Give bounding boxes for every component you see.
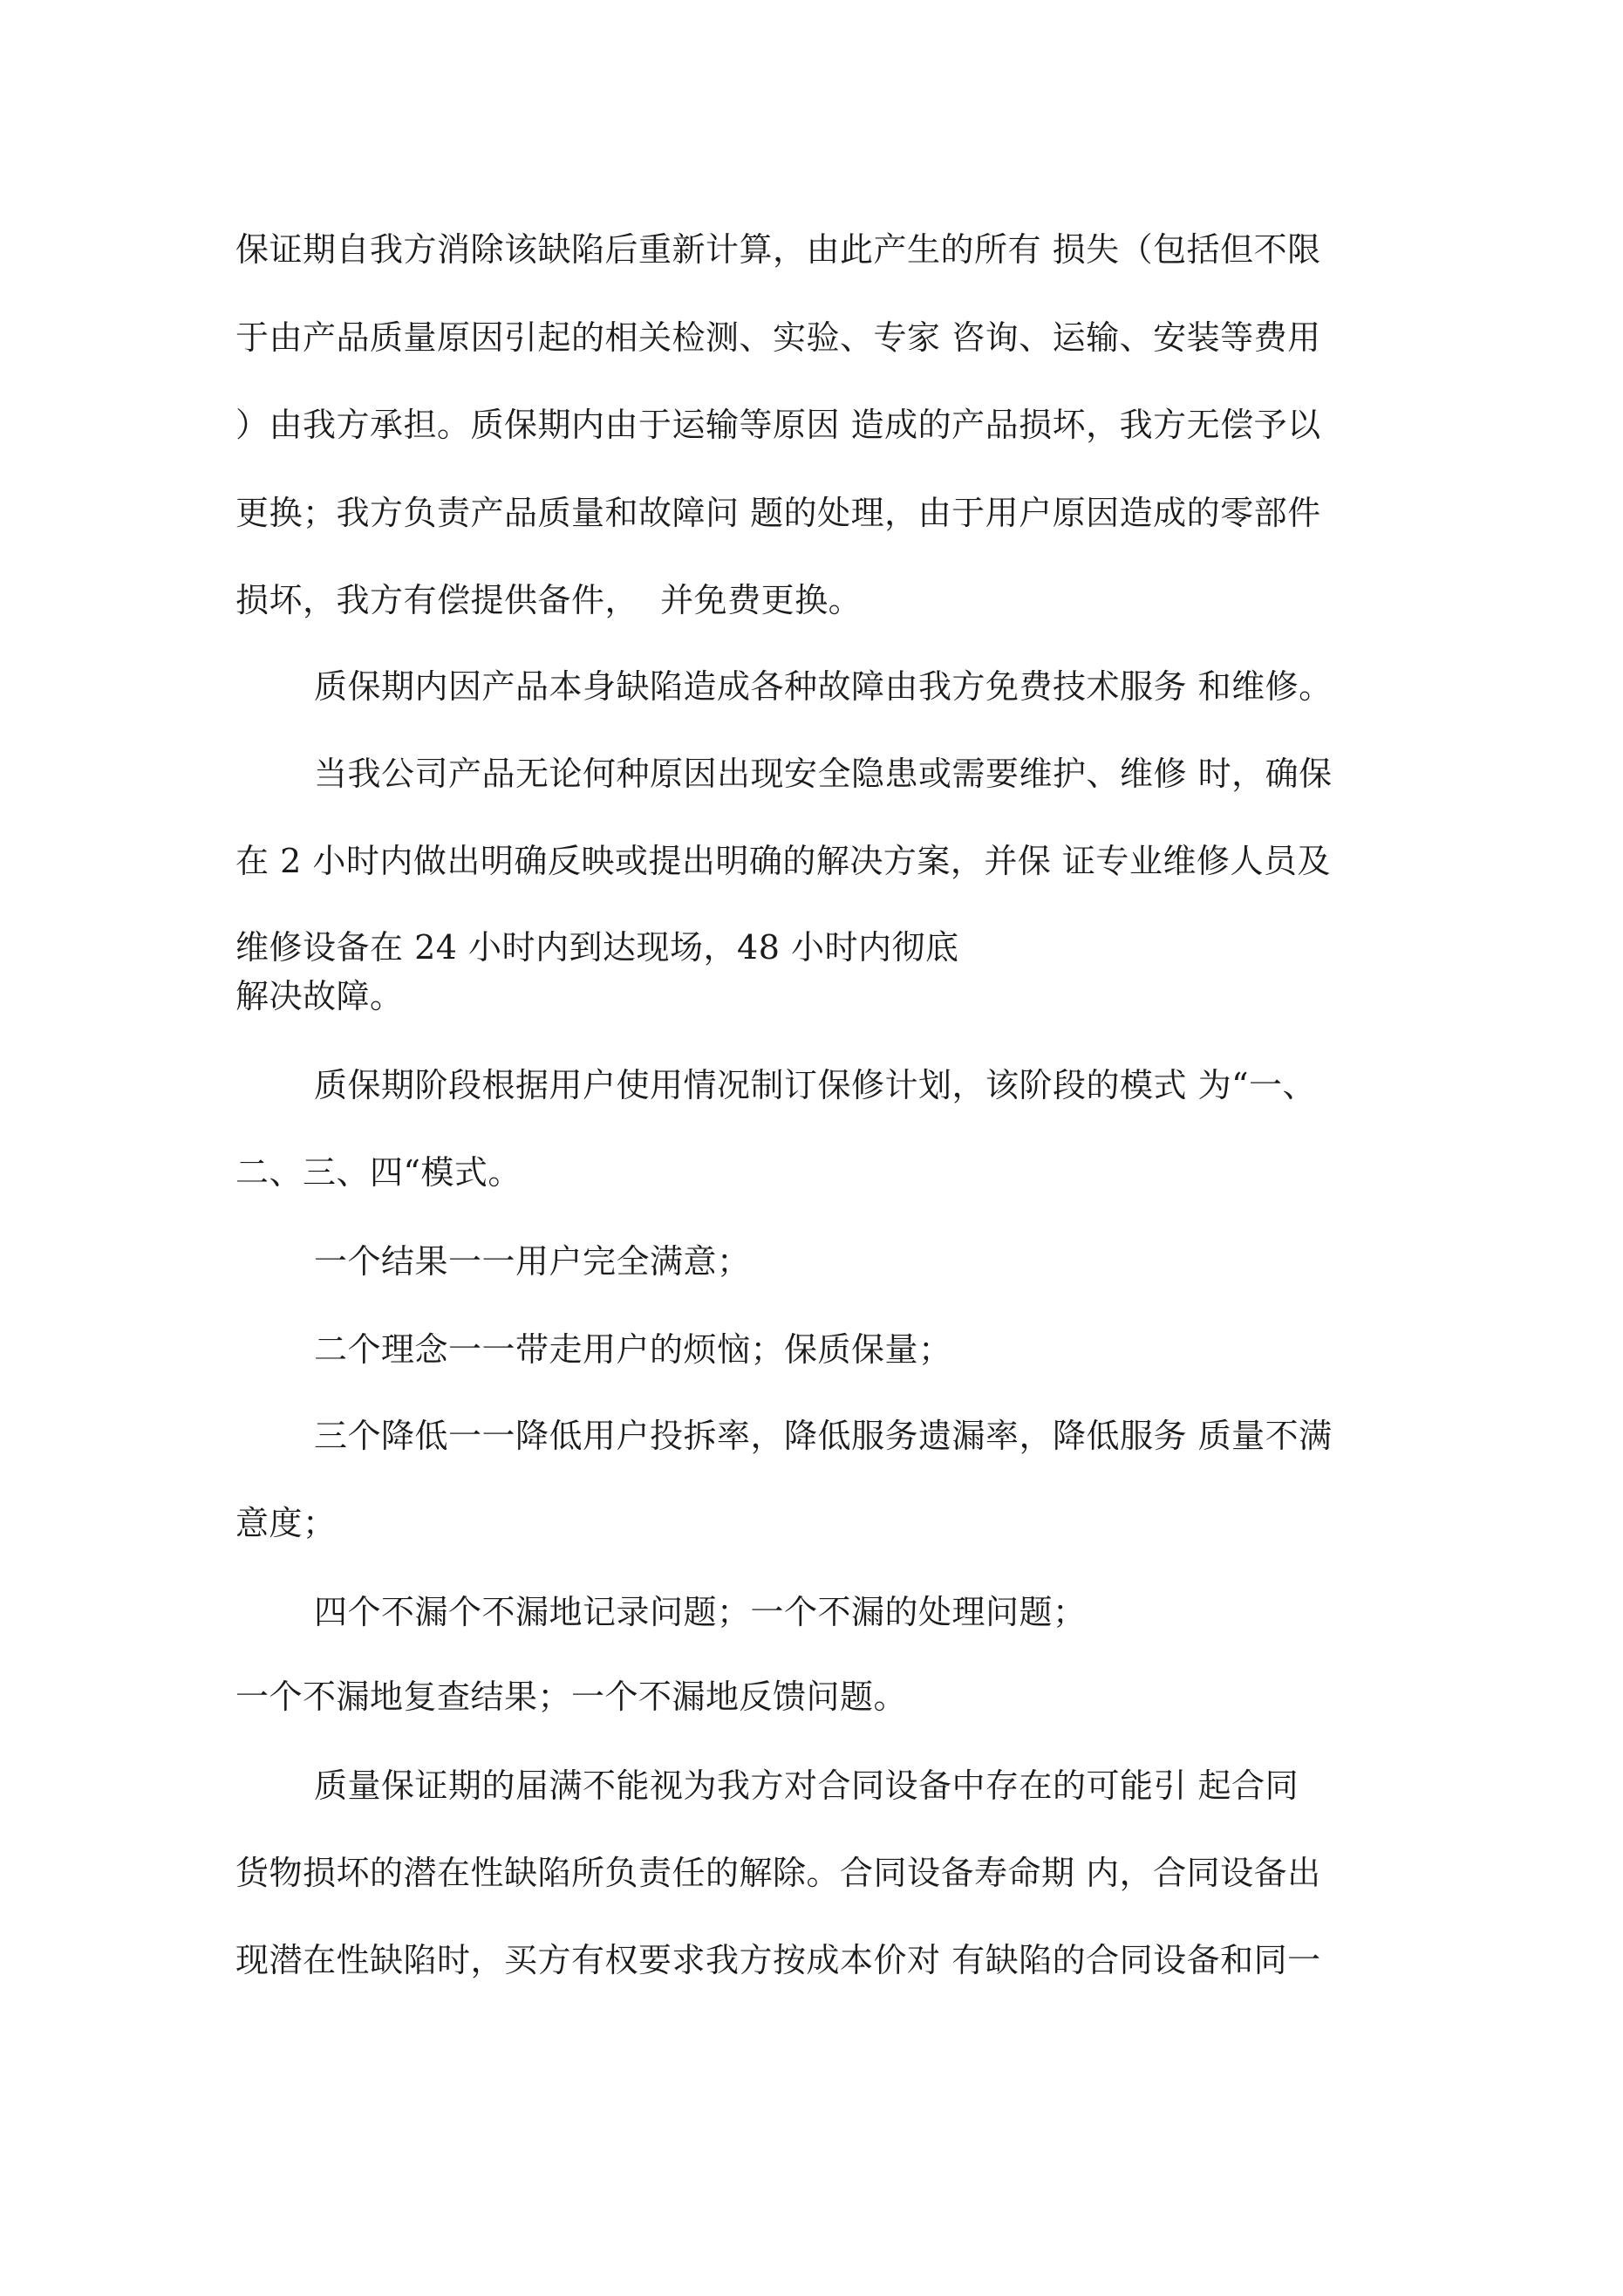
list-item-line: 三个降低一一降低用户投拆率，降低服务遗漏率，降低服务 质量不满 — [314, 1417, 1333, 1455]
paragraph-line: 货物损坏的潜在性缺陷所负责任的解除。合同设备寿命期 内，合同设备出 — [235, 1854, 1321, 1892]
paragraph-line: 损坏，我方有偿提供备件， 并免费更换。 — [235, 581, 863, 619]
paragraph-line: 解决故障。 — [235, 977, 404, 1015]
paragraph-line: 质保期内因产品本身缺陷造成各种故障由我方免费技术服务 和维修。 — [314, 667, 1333, 706]
list-item-line: 二个理念一一带走用户的烦恼；保质保量； — [314, 1330, 952, 1369]
paragraph-line: 在 2 小时内做出明确反映或提出明确的解决方案，并保 证专业维修人员及 — [235, 842, 1331, 880]
paragraph-line: 质保期阶段根据用户使用情况制订保修计划，该阶段的模式 为“一、 — [314, 1066, 1317, 1104]
paragraph-line: 质量保证期的届满不能视为我方对合同设备中存在的可能引 起合同 — [314, 1766, 1299, 1805]
paragraph-line: 当我公司产品无论何种原因出现安全隐患或需要维护、维修 时，确保 — [314, 755, 1333, 793]
paragraph-line: ）由我方承担。质保期内由于运输等原因 造成的产品损坏，我方无偿予以 — [235, 406, 1321, 444]
list-item-line: 意度； — [235, 1504, 337, 1542]
paragraph-line: 维修设备在 24 小时内到达现场，48 小时内彻底 — [235, 928, 959, 967]
list-item-line: 一个结果一一用户完全满意； — [314, 1242, 751, 1281]
paragraph-line: 保证期自我方消除该缺陷后重新计算，由此产生的所有 损失（包括但不限 — [235, 230, 1321, 269]
paragraph-line: 二、三、四“模式。 — [235, 1153, 522, 1192]
paragraph-line: 现潜在性缺陷时，买方有权要求我方按成本价对 有缺陷的合同设备和同一 — [235, 1941, 1321, 1979]
paragraph-line: 更换；我方负责产品质量和故障问 题的处理，由于用户原因造成的零部件 — [235, 494, 1321, 532]
paragraph-line: 于由产品质量原因引起的相关检测、实验、专家 咨询、运输、安装等费用 — [235, 318, 1321, 357]
list-item-line: 四个不漏个不漏地记录问题；一个不漏的处理问题； — [314, 1593, 1087, 1631]
list-item-line: 一个不漏地复查结果；一个不漏地反馈问题。 — [235, 1678, 908, 1716]
